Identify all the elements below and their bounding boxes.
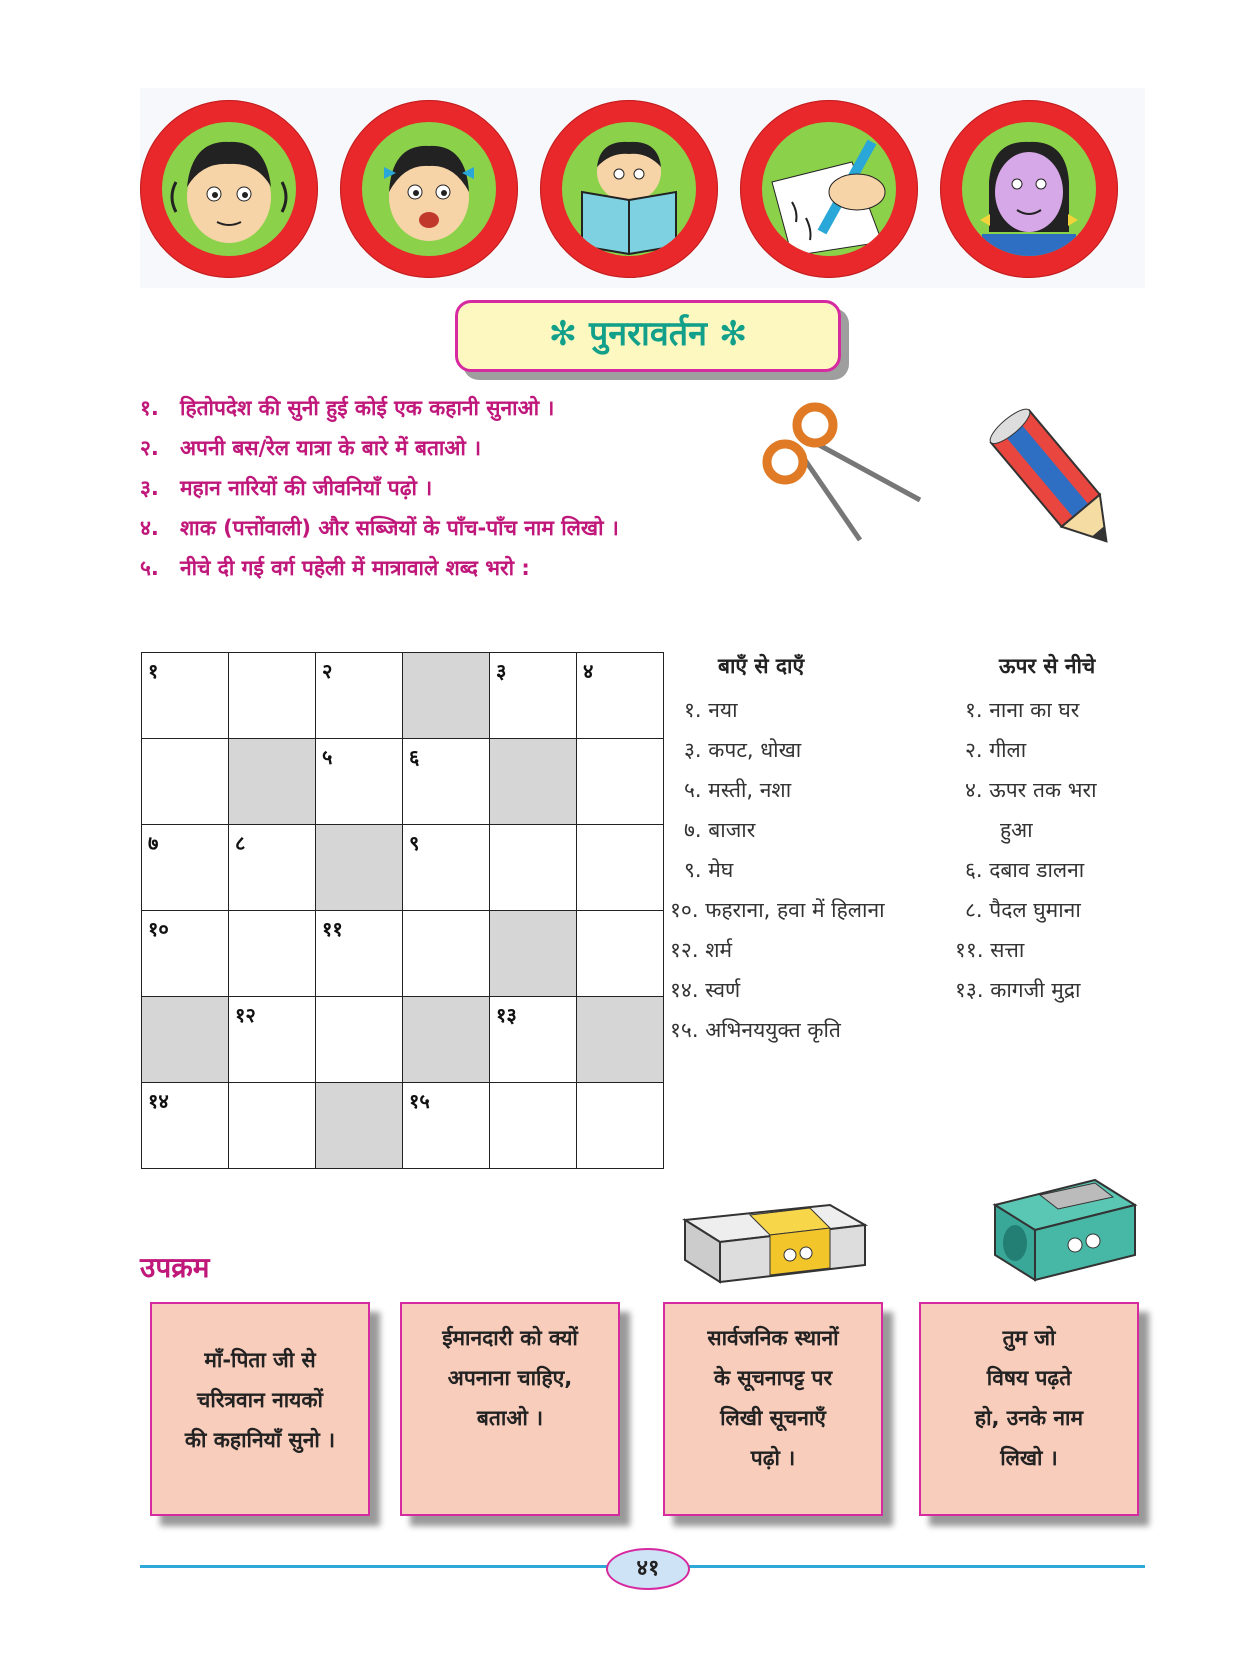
- clue-item: १. नया: [684, 698, 738, 722]
- speak-child-icon: [340, 100, 518, 278]
- clue-item: ४. ऊपर तक भरा: [965, 778, 1097, 802]
- grid-cell[interactable]: २: [316, 653, 403, 739]
- grid-cell-blocked: [316, 1083, 403, 1169]
- question-list: [140, 388, 780, 588]
- grid-cell[interactable]: [577, 911, 664, 997]
- activity-card: ईमानदारी को क्यों अपनाना चाहिए, बताओ ।: [400, 1302, 620, 1516]
- crossword-grid: [141, 652, 664, 1169]
- grid-cell-blocked: [229, 739, 316, 825]
- grid-cell[interactable]: [229, 1083, 316, 1169]
- grid-cell-blocked: [490, 911, 577, 997]
- down-heading: ऊपर से नीचे: [999, 654, 1096, 678]
- grid-cell[interactable]: ८: [229, 825, 316, 911]
- across-heading: बाएँ से दाएँ: [718, 654, 805, 678]
- down-clues: [955, 652, 1145, 1010]
- activity-card: माँ-पिता जी से चरित्रवान नायकों की कहानियाँ सुनो ।: [150, 1302, 370, 1516]
- sharpener-icon: [985, 1165, 1145, 1285]
- listen-child-icon: [140, 100, 318, 278]
- activity-card: सार्वजनिक स्थानों के सूचनापट्ट पर लिखी सूचनाएँ पढ़ो ।: [663, 1302, 883, 1516]
- clue-item: १४. स्वर्ण: [670, 978, 741, 1002]
- activity-card: तुम जो विषय पढ़ते हो, उनके नाम लिखो ।: [919, 1302, 1139, 1516]
- grid-cell[interactable]: १०: [142, 911, 229, 997]
- clue-item: ५. मस्ती, नशा: [684, 778, 792, 802]
- grid-cell[interactable]: ९: [403, 825, 490, 911]
- grid-cell[interactable]: [577, 1083, 664, 1169]
- clue-item: १५. अभिनययुक्त कृति: [670, 1018, 841, 1042]
- clue-item: ८. पैदल घुमाना: [965, 898, 1081, 922]
- grid-cell[interactable]: १: [142, 653, 229, 739]
- clue-item: हुआ: [1000, 818, 1033, 842]
- question-item: २. अपनी बस/रेल यात्रा के बारे में बताओ ।: [140, 436, 482, 460]
- think-child-icon: [940, 100, 1118, 278]
- grid-cell[interactable]: [490, 1083, 577, 1169]
- grid-cell[interactable]: १५: [403, 1083, 490, 1169]
- page-number: ४१: [606, 1548, 690, 1590]
- clue-item: ३. कपट, धोखा: [684, 738, 802, 762]
- scissors-icon: [760, 400, 930, 550]
- grid-cell-blocked: [577, 997, 664, 1083]
- grid-cell[interactable]: [403, 911, 490, 997]
- grid-cell[interactable]: ७: [142, 825, 229, 911]
- clue-item: ७. बाजार: [684, 818, 756, 842]
- grid-cell[interactable]: १२: [229, 997, 316, 1083]
- question-item: ३. महान नारियों की जीवनियाँ पढ़ो ।: [140, 476, 433, 500]
- read-child-icon: [540, 100, 718, 278]
- pencil-icon: [975, 400, 1135, 560]
- grid-cell[interactable]: [316, 997, 403, 1083]
- clue-item: ६. दबाव डालना: [965, 858, 1085, 882]
- clue-item: १३. कागजी मुद्रा: [955, 978, 1081, 1002]
- question-item: ५. नीचे दी गई वर्ग पहेली में मात्रावाले शब्द भरो :: [140, 556, 530, 580]
- grid-cell[interactable]: [142, 739, 229, 825]
- title-star-left: ✻: [548, 314, 578, 354]
- grid-cell[interactable]: ११: [316, 911, 403, 997]
- grid-cell-blocked: [403, 997, 490, 1083]
- across-clues: [670, 652, 960, 1050]
- clue-item: ११. सत्ता: [955, 938, 1025, 962]
- activity-heading: उपक्रम: [140, 1251, 210, 1284]
- grid-cell-blocked: [490, 739, 577, 825]
- grid-cell-blocked: [142, 997, 229, 1083]
- clue-item: १२. शर्म: [670, 938, 733, 962]
- grid-cell-blocked: [403, 653, 490, 739]
- grid-cell[interactable]: ६: [403, 739, 490, 825]
- grid-cell-blocked: [316, 825, 403, 911]
- grid-cell[interactable]: १३: [490, 997, 577, 1083]
- write-hand-icon: [740, 100, 918, 278]
- grid-cell[interactable]: [229, 653, 316, 739]
- clue-item: १०. फहराना, हवा में हिलाना: [670, 898, 885, 922]
- grid-cell[interactable]: ४: [577, 653, 664, 739]
- eraser-icon: [680, 1180, 870, 1290]
- question-item: १. हितोपदेश की सुनी हुई कोई एक कहानी सुनाओ ।: [140, 396, 555, 420]
- title-star-right: ✻: [718, 314, 748, 354]
- question-item: ४. शाक (पत्तोंवाली) और सब्जियों के पाँच-पाँच नाम लिखो ।: [140, 516, 619, 540]
- clue-item: ९. मेघ: [684, 858, 734, 882]
- grid-cell[interactable]: [490, 825, 577, 911]
- skills-icon-strip: [140, 88, 1145, 288]
- grid-cell[interactable]: [229, 911, 316, 997]
- page-title: ✻ पुनरावर्तन ✻: [548, 314, 748, 354]
- grid-cell[interactable]: ५: [316, 739, 403, 825]
- clue-item: १. नाना का घर: [965, 698, 1080, 722]
- grid-cell[interactable]: [577, 739, 664, 825]
- grid-cell[interactable]: [577, 825, 664, 911]
- page-title-box: [455, 300, 841, 372]
- grid-cell[interactable]: ३: [490, 653, 577, 739]
- grid-cell[interactable]: १४: [142, 1083, 229, 1169]
- clue-item: २. गीला: [965, 738, 1027, 762]
